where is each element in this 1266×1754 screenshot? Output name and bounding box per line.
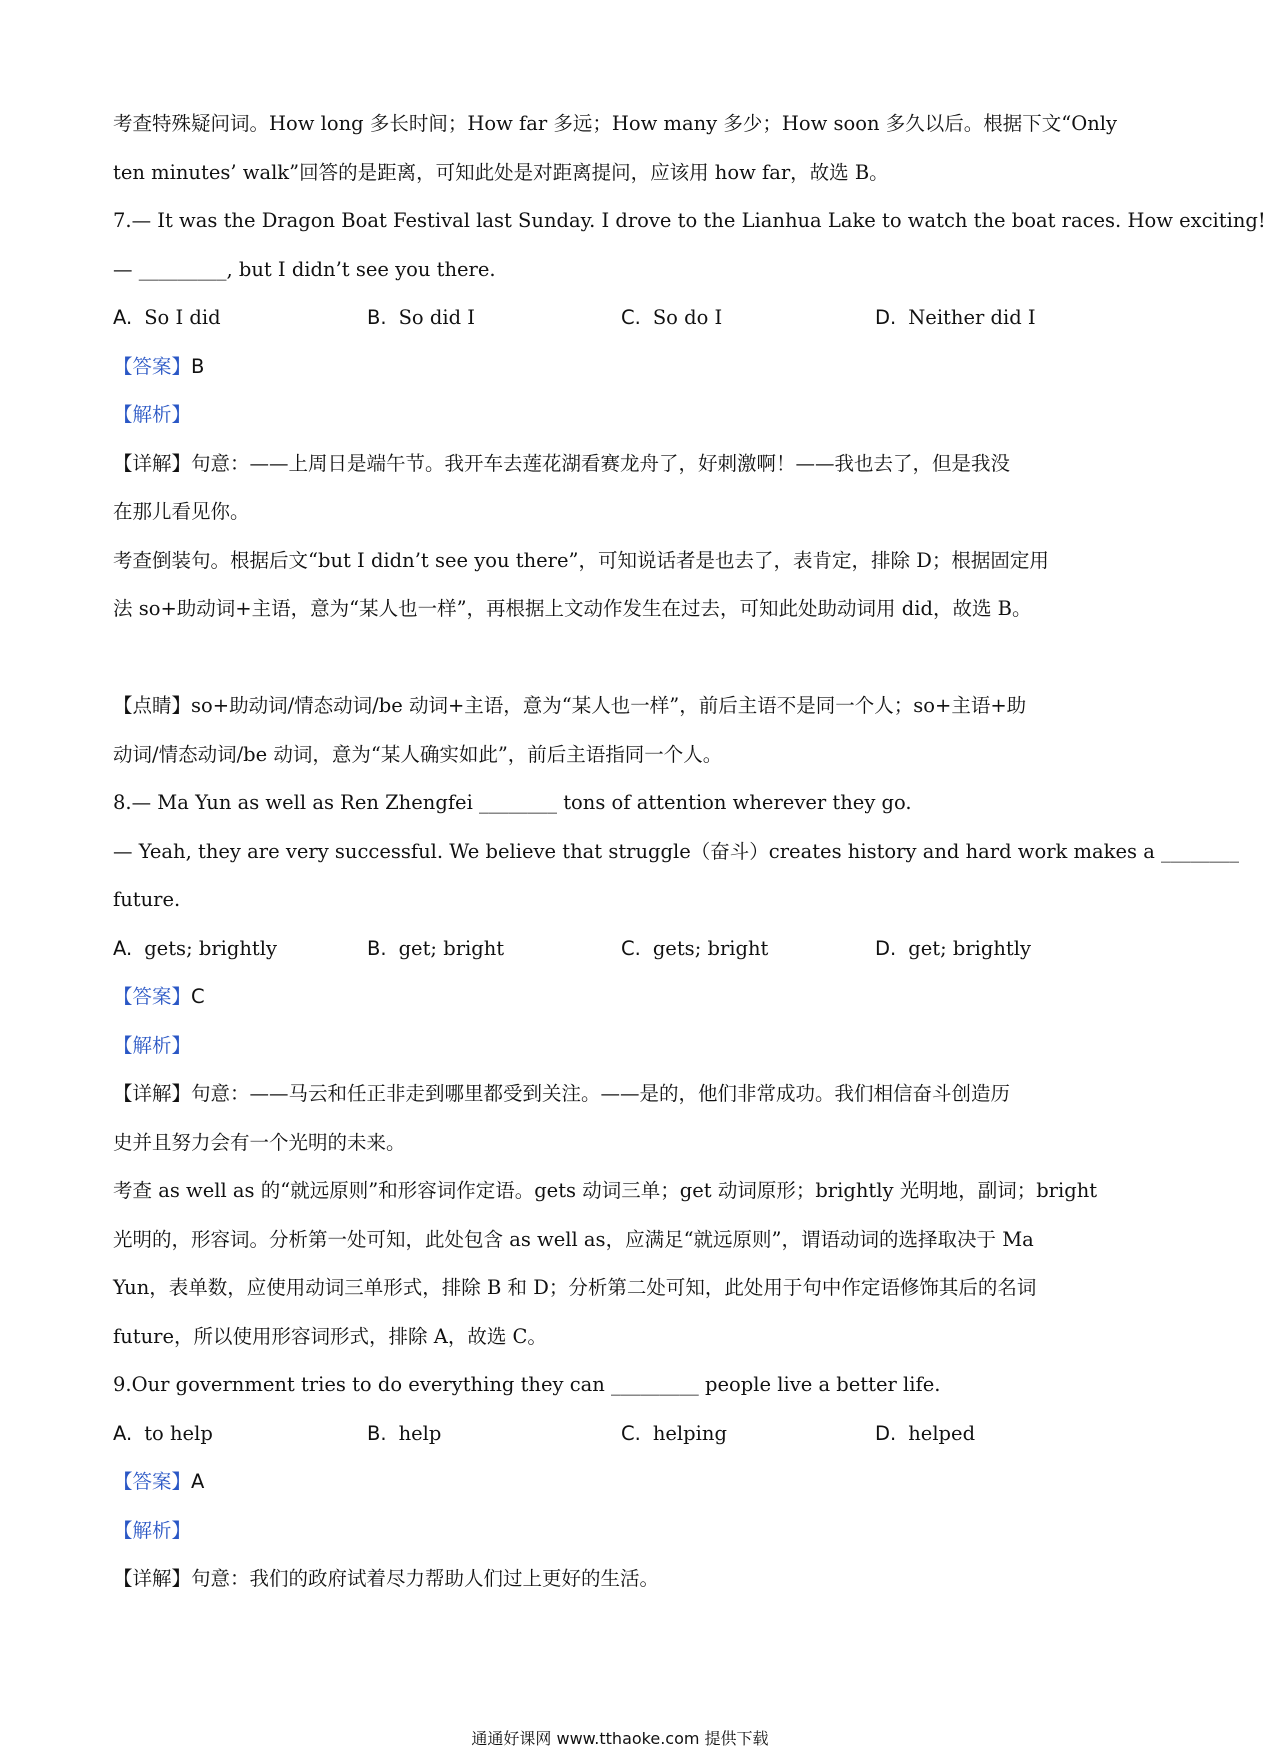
q8-analysis bbox=[113, 1022, 1131, 1071]
option-letter: C. bbox=[621, 306, 641, 329]
option-text: So do I bbox=[652, 306, 723, 329]
analysis-label: 【解析】 bbox=[113, 403, 192, 426]
page-content bbox=[113, 100, 1266, 1604]
page-footer: 通通好课网 www.tthaoke.com 提供下载 bbox=[471, 1729, 769, 1748]
detail-text: 句意：——上周日是端午节。我开车去莲花湖看赛龙舟了，好刺激啊！——我也去了，但是我没 bbox=[191, 451, 1011, 475]
answer-value: C bbox=[191, 985, 205, 1008]
intro-line-1: 考查特殊疑问词。How long 多长时间；How far 多远；How many 多少；How soon 多久以后。根据下文“Only bbox=[113, 112, 1118, 135]
detail-label: 【详解】 bbox=[113, 1567, 192, 1590]
q9-answer bbox=[113, 1458, 1131, 1507]
q7-explanation-line-2: 法 so+助动词+主语，意为“某人也一样”，再根据上文动作发生在过去，可知此处助动词用 did，故选 B。 bbox=[113, 597, 1032, 620]
option-letter: B. bbox=[367, 936, 387, 960]
q7-explanation-line-1: 考查倒装句。根据后文“but I didn’t see you there”，可知说话者是也去了，表肯定，排除 D；根据固定用 bbox=[113, 548, 1049, 572]
q8-explanation-line-2: 光明的，形容词。分析第一处可知，此处包含 as well as，应满足“就远原则”，谓语动词的选择取决于 Ma bbox=[113, 1227, 1034, 1251]
q9-stem-line-1: 9.Our government tries to do everything they can _________ people live a better life. bbox=[113, 1373, 941, 1396]
q7-note-line-1 bbox=[113, 682, 1131, 731]
q7-stem-line-2: — _________, but I didn’t see you there. bbox=[113, 257, 496, 281]
option-letter: C. bbox=[621, 1421, 641, 1445]
answer-label: 【答案】 bbox=[113, 354, 192, 378]
detail-text: 句意：——马云和任正非走到哪里都受到关注。——是的，他们非常成功。我们相信奋斗创造历 bbox=[191, 1082, 1011, 1105]
q8-option-c bbox=[621, 925, 875, 974]
analysis-label: 【解析】 bbox=[113, 1518, 192, 1542]
q7-options bbox=[113, 294, 1131, 343]
option-text: helped bbox=[908, 1421, 976, 1445]
option-text: helping bbox=[652, 1421, 727, 1445]
q8-detail-line-2: 史并且努力会有一个光明的未来。 bbox=[113, 1130, 406, 1154]
option-text: So did I bbox=[398, 306, 475, 329]
q8-stem-line-2: — Yeah, they are very successful. We believe that struggle（奋斗）creates history and hard work makes a ________ bbox=[113, 839, 1240, 863]
intro-line-2: ten minutes’ walk”回答的是距离，可知此处是对距离提问，应该用 how far，故选 B。 bbox=[113, 160, 889, 184]
answer-value: A bbox=[191, 1470, 205, 1493]
analysis-label: 【解析】 bbox=[113, 1033, 192, 1057]
q8-explanation-line-4: future，所以使用形容词形式，排除 A，故选 C。 bbox=[113, 1324, 547, 1348]
q8-stem-line-3: future. bbox=[113, 888, 181, 911]
q9-option-a bbox=[113, 1410, 367, 1459]
option-text: gets; bright bbox=[652, 936, 769, 960]
q7-answer bbox=[113, 343, 1131, 392]
option-text: Neither did I bbox=[908, 306, 1036, 329]
q7-detail-line-1 bbox=[113, 440, 1131, 489]
note-label: 【点睛】 bbox=[113, 694, 192, 717]
option-letter: C. bbox=[621, 936, 641, 960]
q9-option-b bbox=[367, 1410, 621, 1459]
option-letter: A. bbox=[113, 306, 133, 329]
option-letter: D. bbox=[875, 936, 897, 960]
q9-option-c bbox=[621, 1410, 875, 1459]
option-letter: A. bbox=[113, 936, 133, 960]
q7-option-c bbox=[621, 294, 875, 343]
option-text: get; brightly bbox=[908, 936, 1032, 960]
q9-detail-line-1 bbox=[113, 1555, 1131, 1604]
option-text: gets; brightly bbox=[144, 936, 278, 960]
q9-options bbox=[113, 1410, 1131, 1459]
answer-label: 【答案】 bbox=[113, 1470, 192, 1493]
option-letter: B. bbox=[367, 306, 387, 329]
option-letter: D. bbox=[875, 306, 897, 329]
q8-explanation-line-3: Yun，表单数，应使用动词三单形式，排除 B 和 D；分析第二处可知，此处用于句中作定语修饰其后的名词 bbox=[113, 1276, 1037, 1299]
note-text: so+助动词/情态动词/be 动词+主语，意为“某人也一样”，前后主语不是同一个人；so+主语+助 bbox=[191, 694, 1027, 717]
q7-note-line-2: 动词/情态动词/be 动词，意为“某人确实如此”，前后主语指同一个人。 bbox=[113, 742, 723, 766]
answer-value: B bbox=[191, 354, 205, 378]
q7-option-d bbox=[875, 294, 1129, 343]
option-letter: A. bbox=[113, 1421, 133, 1445]
q8-explanation-line-1: 考查 as well as 的“就远原则”和形容词作定语。gets 动词三单；get 动词原形；brightly 光明地，副词；bright bbox=[113, 1179, 1098, 1202]
option-text: get; bright bbox=[398, 936, 505, 960]
answer-label: 【答案】 bbox=[113, 985, 192, 1008]
q8-options bbox=[113, 925, 1131, 974]
option-letter: B. bbox=[367, 1421, 387, 1445]
detail-text: 句意：我们的政府试着尽力帮助人们过上更好的生活。 bbox=[191, 1567, 660, 1590]
option-text: So I did bbox=[144, 306, 221, 329]
option-text: to help bbox=[144, 1421, 213, 1445]
option-letter: D. bbox=[875, 1421, 897, 1445]
q7-detail-line-2: 在那儿看见你。 bbox=[113, 500, 250, 523]
detail-label: 【详解】 bbox=[113, 451, 192, 475]
q8-stem-line-1: 8.— Ma Yun as well as Ren Zhengfei ________ tons of attention wherever they go. bbox=[113, 791, 912, 814]
q9-analysis bbox=[113, 1507, 1131, 1556]
q7-analysis bbox=[113, 391, 1131, 440]
spacer bbox=[113, 634, 1131, 683]
q9-option-d bbox=[875, 1410, 1129, 1459]
q8-answer bbox=[113, 973, 1131, 1022]
q7-option-b bbox=[367, 294, 621, 343]
q7-stem-line-1: 7.— It was the Dragon Boat Festival last Sunday. I drove to the Lianhua Lake to watch the boat races. How exciting! bbox=[113, 209, 1266, 232]
q8-option-d bbox=[875, 925, 1129, 974]
option-text: help bbox=[398, 1421, 442, 1445]
q7-option-a bbox=[113, 294, 367, 343]
q8-option-b bbox=[367, 925, 621, 974]
q8-detail-line-1 bbox=[113, 1070, 1131, 1119]
q8-option-a bbox=[113, 925, 367, 974]
detail-label: 【详解】 bbox=[113, 1082, 192, 1105]
